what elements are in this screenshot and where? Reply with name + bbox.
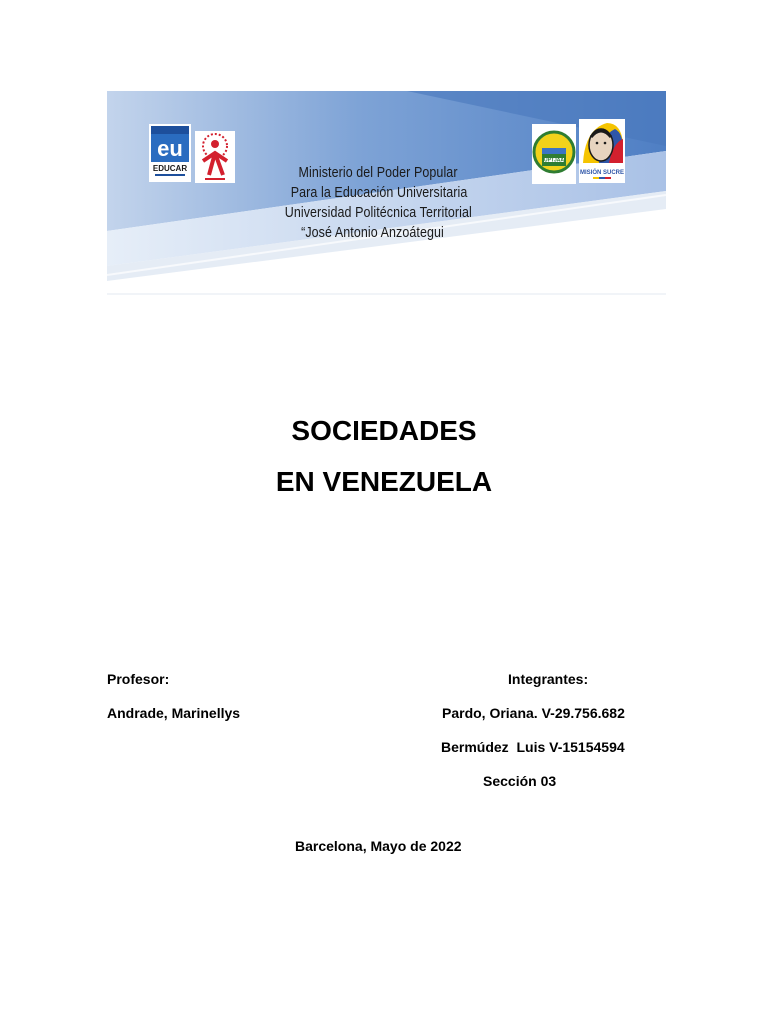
- eu-logo-caption: EDUCAR: [152, 164, 188, 173]
- red-figure-logo: [195, 131, 235, 183]
- mision-sucre-caption: MISIÓN SUCRE: [579, 170, 625, 176]
- professor-name: Andrade, Marinellys: [107, 705, 241, 721]
- member-item: Pardo, Oriana. V-29.756.682: [442, 705, 625, 721]
- eu-logo-text: eu: [157, 136, 183, 161]
- eu-educar-logo: [149, 124, 191, 182]
- eu-educar-icon: [149, 124, 191, 182]
- member-item: Bermúdez Luis V-15154594: [441, 739, 625, 755]
- banner-line-university: Universidad Politécnica Territorial: [284, 205, 472, 221]
- banner-line-education: Para la Educación Universitaria: [290, 185, 468, 201]
- document-title-line-1: SOCIEDADES: [291, 415, 477, 446]
- document-title-line-2: EN VENEZUELA: [275, 466, 493, 497]
- mision-sucre-logo: [579, 119, 625, 183]
- section-label: Sección 03: [483, 773, 557, 789]
- banner-line-jose-antonio: “José Antonio Anzoátegui: [301, 225, 444, 241]
- uptjaa-seal-icon: [532, 124, 576, 184]
- uptjaa-logo-caption: UPTJAA: [543, 157, 565, 164]
- red-human-figure-icon: [195, 131, 235, 183]
- banner-institution-text: [277, 163, 517, 243]
- members-label: Integrantes:: [508, 671, 589, 687]
- mision-sucre-icon: [579, 119, 625, 183]
- header-banner: [107, 91, 666, 295]
- banner-line-ministry: Ministerio del Poder Popular: [298, 165, 458, 181]
- place-date: Barcelona, Mayo de 2022: [295, 838, 462, 854]
- uptjaa-seal-logo: [532, 124, 576, 184]
- professor-label: Profesor:: [107, 671, 170, 687]
